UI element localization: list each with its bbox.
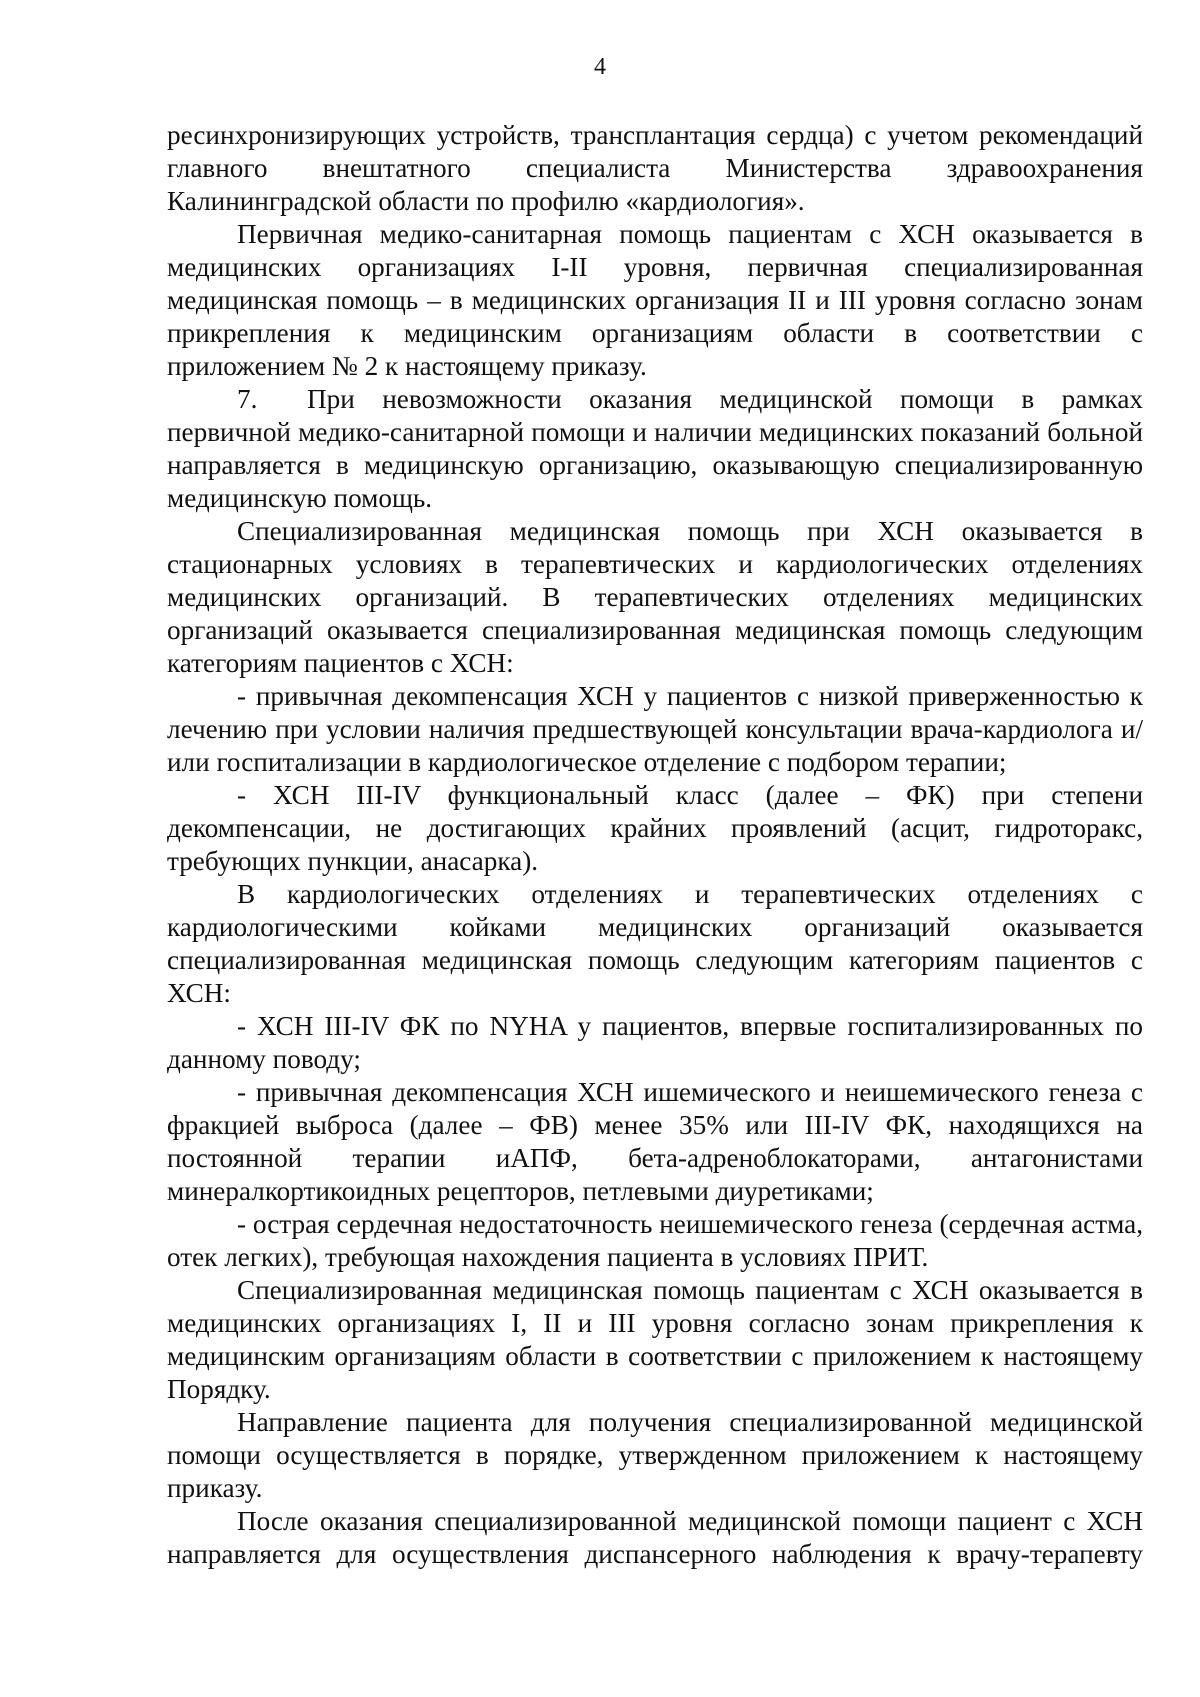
paragraph-item-7 (167, 383, 1143, 515)
paragraph-referral: Направление пациента для получения специализированной медицинской помощи осуществляется в порядке, утвержденном приложением к настоящему приказу. (167, 1407, 1143, 1503)
paragraph-organization-levels: Специализированная медицинская помощь пациентам с ХСН оказывается в медицинских организациях I, II и III уровня согласно зонам прикрепления к медицинским организациям области в соответствии с приложением к настоящему Порядку. (167, 1275, 1143, 1404)
page-number: 4 (594, 54, 606, 80)
list-item-chf-class: - ХСН III-IV функциональный класс (далее – ФК) при степени декомпенсации, не достигающих крайних проявлений (асцит, гидроторакс, требующих пункции, анасарка). (167, 780, 1143, 876)
paragraph-specialized-care: Специализированная медицинская помощь при ХСН оказывается в стационарных условиях в терапевтических и кардиологических отделениях медицинских организаций. В терапевтических отделениях медицинских организаций оказывается специализированная медицинская помощь следующим категориям пациентов с ХСН: (167, 516, 1143, 678)
list-item-acute-heart-failure: - острая сердечная недостаточность неишемического генеза (сердечная астма, отек легких), требующая нахождения пациента в условиях ПРИТ. (167, 1209, 1143, 1272)
paragraph-primary-care: Первичная медико-санитарная помощь пациентам с ХСН оказывается в медицинских организациях I-II уровня, первичная специализированная медицинская помощь – в медицинских организация II и III уровня согласно зонам прикрепления к медицинским организациям области в соответствии с приложением № 2 к настоящему приказу. (167, 219, 1143, 381)
paragraph-cardiology-departments: В кардиологических отделениях и терапевтических отделениях с кардиологическими койками медицинских организаций оказывается специализированная медицинская помощь следующим категориям пациентов с ХСН: (167, 879, 1143, 1008)
list-item-habitual-decompensation: - привычная декомпенсация ХСН у пациентов с низкой приверженностью к лечению при условии наличия предшествующей консультации врача-кардиолога и/или госпитализации в кардиологическое отделение с подбором терапии; (167, 681, 1143, 777)
paragraph-followup: После оказания специализированной медицинской помощи пациент с ХСН направляется для осуществления диспансерного наблюдения к врачу-терапевту (167, 1506, 1143, 1569)
item-number: 7. (237, 384, 258, 414)
list-item-ejection-fraction: - привычная декомпенсация ХСН ишемического и неишемического генеза с фракцией выброса (далее – ФВ) менее 35% или III-IV ФК, находящихся на постоянной терапии иАПФ, бета-адреноблокаторами, антагонистами минералкортикоидных рецепторов, петлевыми диуретиками; (167, 1077, 1143, 1206)
item-7-text: При невозможности оказания медицинской помощи в рамках первичной медико-санитарной помощи и наличии медицинских показаний больной направляется в медицинскую организацию, оказывающую специализированную медицинскую помощь. (167, 384, 1143, 513)
document-body (167, 119, 1143, 1571)
list-item-nyha: - ХСН III-IV ФК по NYHA у пациентов, впервые госпитализированных по данному поводу; (167, 1011, 1143, 1074)
paragraph-continuation: ресинхронизирующих устройств, трансплантация сердца) с учетом рекомендаций главного внештатного специалиста Министерства здравоохранения Калининградской области по профилю «кардиология». (167, 120, 1143, 216)
